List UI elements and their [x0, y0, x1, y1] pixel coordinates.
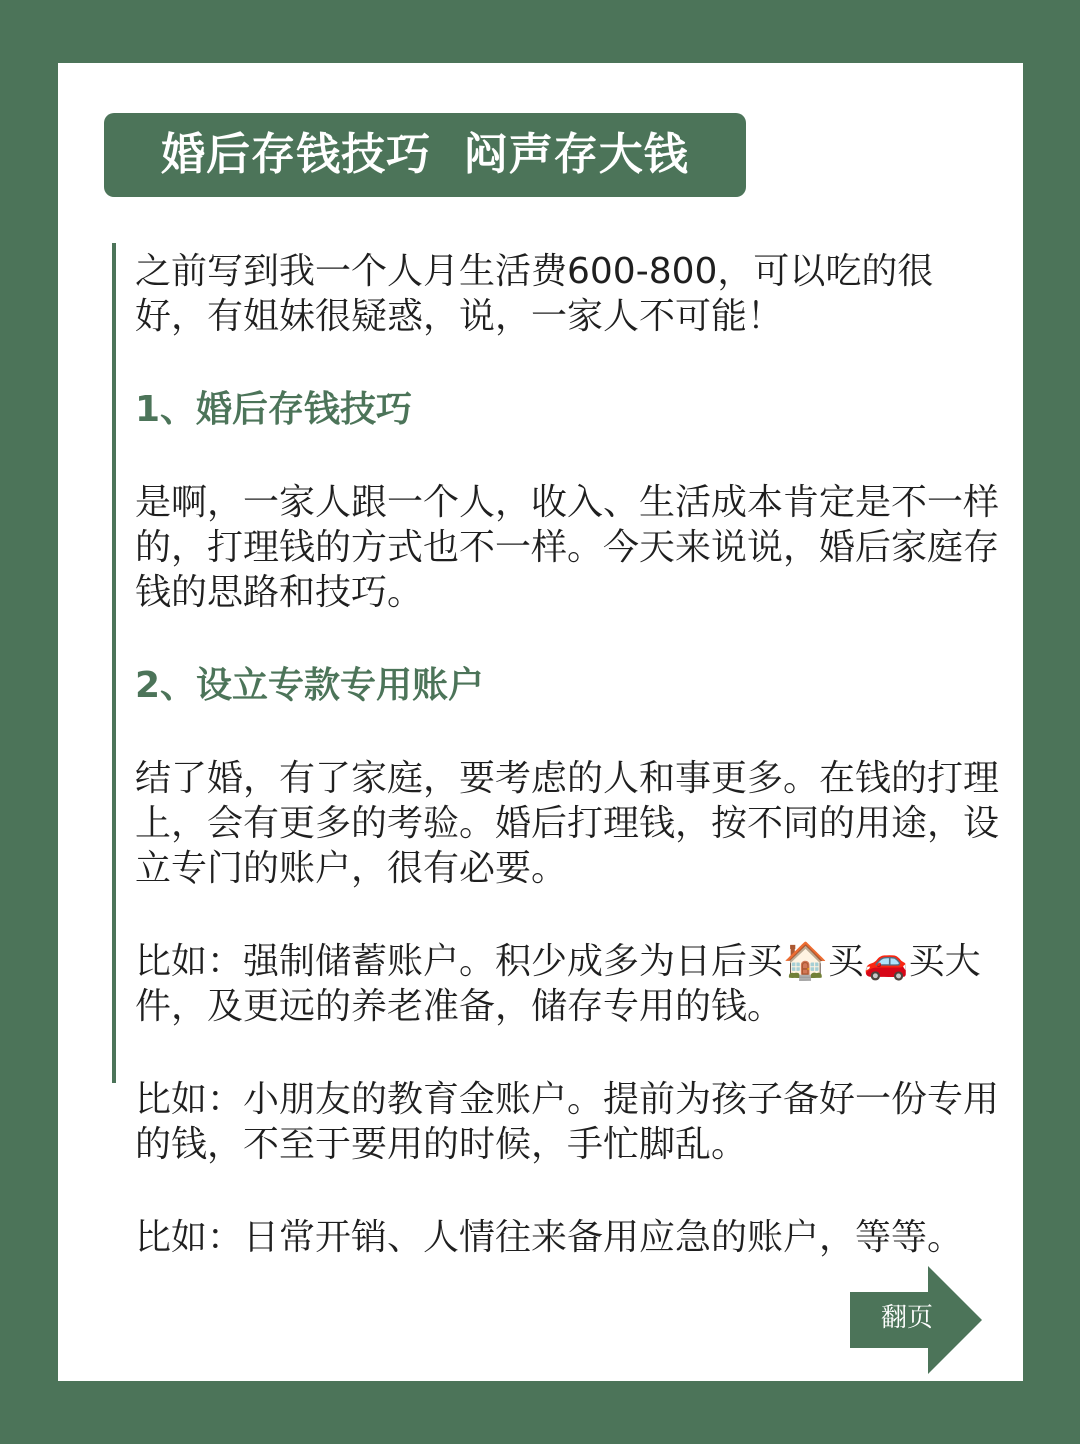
- section-heading-1: 1、婚后存钱技巧: [135, 389, 413, 430]
- section-heading-2: 2、设立专款专用账户: [135, 665, 485, 706]
- intro-paragraph: 之前写到我一个人月生活费600-800，可以吃的很好，有姐妹很疑惑，说，一家人不可能！: [135, 251, 934, 337]
- content-card: [58, 63, 1023, 1381]
- next-page-button[interactable]: [850, 1266, 982, 1374]
- example-paragraph-3: 比如：日常开销、人情往来备用应急的账户，等等。: [135, 1217, 964, 1258]
- page-title: 婚后存钱技巧 闷声存大钱: [104, 113, 746, 197]
- section-paragraph-1: 是啊，一家人跟一个人，收入、生活成本肯定是不一样的，打理钱的方式也不一样。今天来说说，婚后家庭存钱的思路和技巧。: [135, 482, 1000, 613]
- article-body: [135, 249, 1005, 1260]
- next-page-label: 翻页: [880, 1303, 933, 1333]
- example-paragraph-1: 比如：强制储蓄账户。积少成多为日后买🏠买🚗买大件，及更远的养老准备，储存专用的钱。: [135, 941, 981, 1027]
- example-paragraph-2: 比如：小朋友的教育金账户。提前为孩子备好一份专用的钱，不至于要用的时候，手忙脚乱。: [135, 1079, 1000, 1165]
- section-paragraph-2: 结了婚，有了家庭，要考虑的人和事更多。在钱的打理上，会有更多的考验。婚后打理钱，按不同的用途，设立专门的账户，很有必要。: [135, 758, 1000, 889]
- left-accent-rule: [112, 243, 116, 1083]
